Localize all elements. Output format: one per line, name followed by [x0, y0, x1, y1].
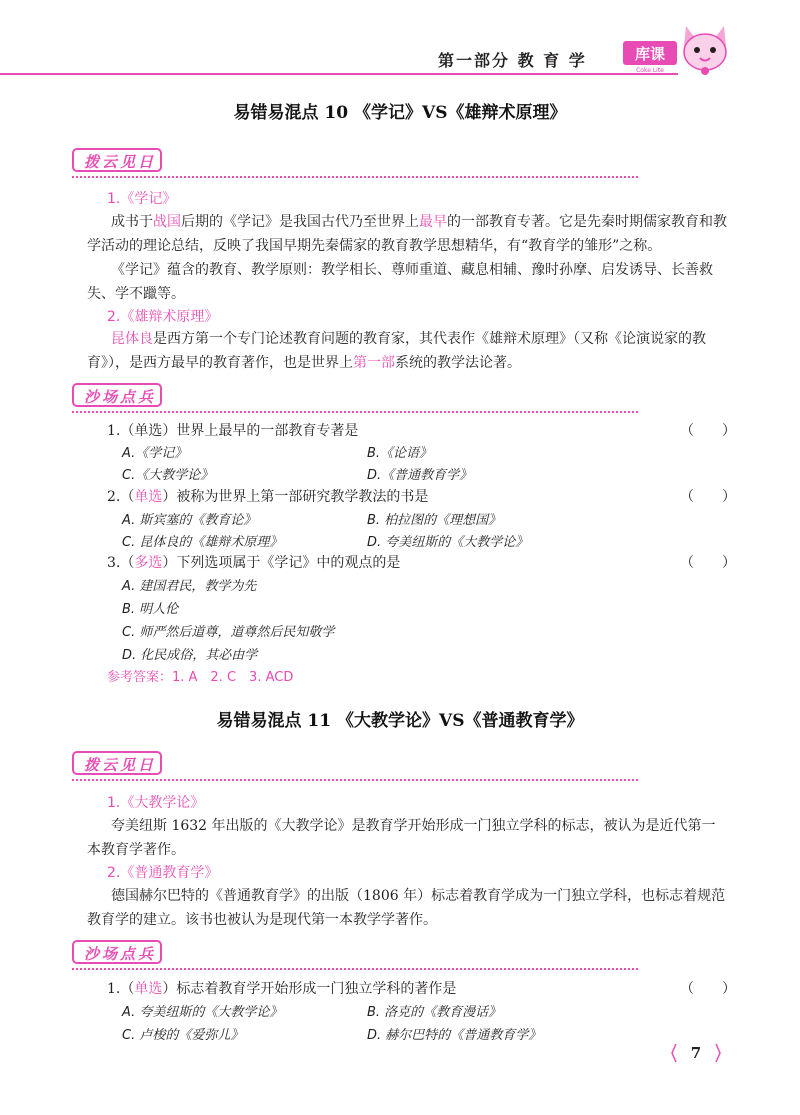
paragraph-comenius: 夸美纽斯 1632 年出版的《大教学论》是教育学开始形成一门独立学科的标志，被认为是近代第一本教育学著作。 [87, 818, 716, 858]
dotted-divider [72, 779, 638, 781]
paragraph-xueji-principles: 《学记》蕴含的教育、教学原则：教学相长、尊师重道、藏息相辅、豫时孙摩、启发诱导、长善救失、学不躐等。 [87, 262, 713, 302]
tag-sha-chang-dian-bing [72, 940, 162, 964]
header-rule [0, 73, 678, 75]
answer-blank: （ ） [680, 489, 736, 505]
dotted-divider [72, 411, 638, 413]
option-b: B. 柏拉图的《理想国》 [367, 513, 502, 528]
option-d: D.《普通教育学》 [367, 468, 473, 483]
answer-blank: （ ） [680, 555, 736, 571]
question-type: 多选 [134, 555, 163, 571]
highlight-zuizao: 最早 [419, 214, 447, 230]
subheading-xiongbianshu: 2.《雄辩术原理》 [107, 309, 219, 325]
paragraph-quintilian: 昆体良是西方第一个专门论述教育问题的教育家，其代表作《雄辩术原理》（又称《论演说家的教育》），是西方最早的教育著作，也是世界上第一部系统的教学法论著。 [87, 331, 706, 371]
subheading-xueji: 1.《学记》 [107, 191, 177, 207]
option-a: A.《学记》 [122, 446, 188, 461]
option-c: C. 昆体良的《雄辩术原理》 [122, 535, 283, 550]
paragraph-herbart: 德国赫尔巴特的《普通教育学》的出版（1806 年）标志着教育学成为一门独立学科，也标志着规范教育学的建立。该书也被认为是现代第一本教学学著作。 [87, 888, 726, 928]
option-d: D. 夸美纽斯的《大教学论》 [367, 535, 529, 550]
tag-sha-chang-dian-bing [72, 383, 162, 407]
question-1: 1.（单选）世界上最早的一部教育专著是 [107, 423, 359, 439]
page-number-badge [668, 1040, 724, 1066]
tag-label: 沙场点兵 [84, 388, 157, 406]
tag-bo-yun-jian-ri [72, 751, 162, 775]
option-c: C.《大教学论》 [122, 468, 214, 483]
option-c: C. 师严然后道尊，道尊然后民知敬学 [122, 625, 335, 640]
section11-title: 易错易混点 11 《大教学论》VS《普通教育学》 [216, 711, 584, 731]
option-d: D. 化民成俗，其必由学 [122, 648, 258, 663]
highlight-zhanguo: 战国 [153, 214, 181, 230]
option-a: A. 夸美纽斯的《大教学论》 [122, 1005, 283, 1020]
dotted-divider [72, 176, 638, 178]
option-c: C. 卢梭的《爱弥儿》 [122, 1028, 244, 1043]
answer-blank: （ ） [680, 981, 736, 997]
tag-label: 沙场点兵 [84, 945, 157, 963]
option-a: A. 建国君民，教学为先 [122, 579, 257, 594]
subheading-putongjiaoyuxue: 2.《普通教育学》 [107, 865, 219, 881]
option-a: A. 斯宾塞的《教育论》 [122, 513, 257, 528]
reference-answer: 参考答案：1. A 2. C 3. ACD [107, 670, 294, 685]
subheading-dajiaoxuelun: 1.《大教学论》 [107, 795, 205, 811]
tag-label: 拨云见日 [84, 756, 157, 774]
page-number: 7 [690, 1044, 702, 1062]
option-b: B. 洛克的《教育漫话》 [367, 1005, 502, 1020]
option-b: B. 明人伦 [122, 602, 179, 617]
dotted-divider [72, 968, 638, 970]
answer-blank: （ ） [680, 423, 736, 439]
highlight-diyibu: 第一部 [353, 355, 395, 371]
tag-bo-yun-jian-ri [72, 148, 162, 172]
section10-title: 易错易混点 10 《学记》VS《雄辩术原理》 [233, 103, 567, 123]
question-type: 单选 [134, 489, 163, 505]
option-d: D. 赫尔巴特的《普通教育学》 [367, 1028, 542, 1043]
question-2: 2.（单选）被称为世界上第一部研究教学教法的书是 [107, 489, 429, 505]
logo-text: 库课 [634, 45, 666, 63]
option-b: B.《论语》 [367, 446, 433, 461]
brand-logo [623, 39, 677, 73]
question-type: 单选 [134, 981, 163, 997]
question-1: 1.（单选）标志着教育学开始形成一门独立学科的著作是 [107, 981, 457, 997]
part-label: 第一部分 教 育 学 [438, 51, 587, 70]
question-3: 3.（多选）下列选项属于《学记》中的观点的是 [107, 555, 401, 571]
highlight-kuntiliang: 昆体良 [111, 331, 153, 347]
logo-sub: Coke Lite [636, 67, 664, 73]
tag-label: 拨云见日 [84, 153, 157, 171]
fox-mascot-icon [676, 18, 734, 76]
paragraph-xueji: 成书于战国后期的《学记》是我国古代乃至世界上最早的一部教育专著。它是先秦时期儒家教育和教学活动的理论总结，反映了我国早期先秦儒家的教育教学思想精华，有“教育学的雏形”之称。 [87, 214, 727, 254]
